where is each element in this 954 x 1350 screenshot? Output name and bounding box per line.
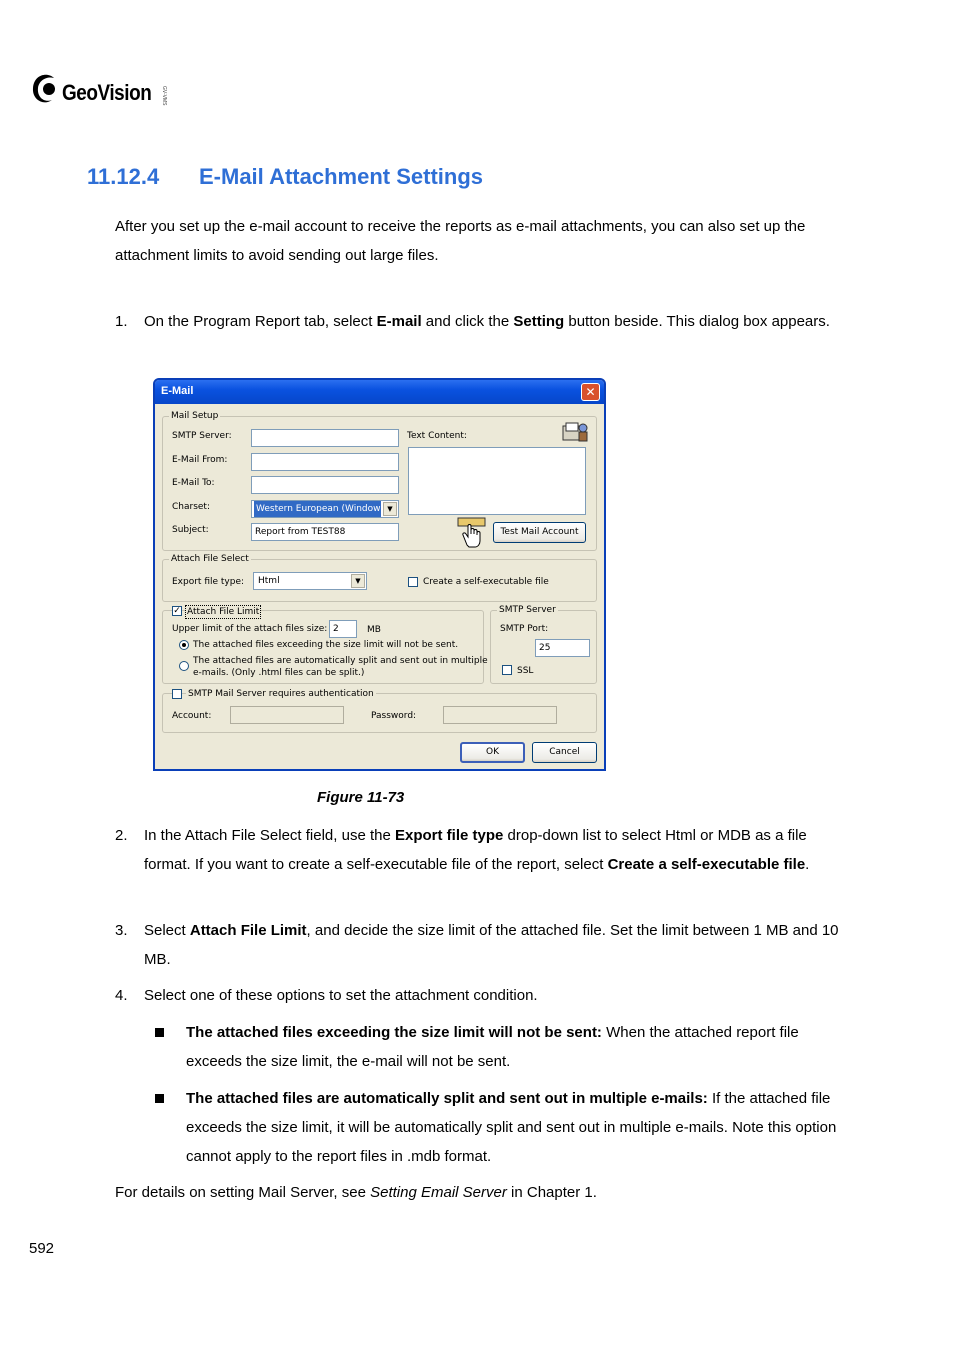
- step-number: 2.: [115, 827, 128, 844]
- auth-checkbox[interactable]: [172, 689, 182, 699]
- logo-wordmark: GeoVision: [62, 80, 152, 105]
- ssl-checkbox[interactable]: [502, 665, 512, 675]
- smtp-port-label: SMTP Port:: [500, 624, 549, 634]
- logo-subtext: GV-VMS: [161, 86, 167, 106]
- subject-label: Subject:: [172, 525, 209, 535]
- email-to-input[interactable]: [251, 476, 399, 494]
- page-number: 592: [29, 1240, 55, 1257]
- footer-note: For details on setting Mail Server, see Setting Email Server in Chapter 1.: [115, 1184, 597, 1201]
- ok-button[interactable]: OK: [460, 742, 525, 763]
- self-executable-checkbox[interactable]: [408, 577, 418, 587]
- step-text: Select one of these options to set the attachment condition.: [144, 987, 538, 1004]
- text-content-area[interactable]: [408, 447, 586, 515]
- email-from-input[interactable]: [251, 453, 399, 471]
- close-icon[interactable]: ✕: [581, 383, 600, 401]
- section-title: E-Mail Attachment Settings: [199, 164, 483, 189]
- split-send-radio[interactable]: [179, 661, 189, 671]
- step-text: On the Program Report tab, select E-mail and click the Setting button beside. This dialog box appears.: [144, 313, 830, 330]
- upper-limit-unit: MB: [367, 625, 381, 635]
- section-heading: [87, 164, 483, 190]
- charset-label: Charset:: [172, 502, 210, 512]
- cancel-button[interactable]: Cancel: [532, 742, 597, 763]
- step-4: [115, 981, 845, 1010]
- email-dialog: [153, 378, 606, 771]
- chevron-down-icon[interactable]: ▼: [351, 574, 365, 588]
- subject-input[interactable]: Report from TEST88: [251, 523, 399, 541]
- geovision-swirl-icon: [30, 72, 60, 106]
- smtp-server-label: SMTP Server:: [172, 431, 232, 441]
- smtp-server-input[interactable]: [251, 429, 399, 447]
- bullet-text: The attached files are automatically split and sent out in multiple e-mails: If the attached file exceeds the size limit, it will be automatically split and sent out in multiple e-mails. Note this option cannot apply to the report files in .mdb format.: [186, 1090, 837, 1165]
- password-input[interactable]: [443, 706, 557, 724]
- text-content-label: Text Content:: [407, 431, 467, 441]
- figure-caption: Figure 11-73: [317, 789, 405, 806]
- step-text: Select Attach File Limit, and decide the size limit of the attached file. Set the limit between 1 MB and 10 MB.: [144, 922, 839, 968]
- smtp-server-group-label: SMTP Server: [499, 605, 556, 615]
- charset-value: Western European (Window: [254, 501, 381, 517]
- ssl-label: SSL: [517, 666, 534, 676]
- bullet-square-icon: [155, 1028, 164, 1037]
- intro-paragraph: After you set up the e-mail account to receive the reports as e-mail attachments, you can also set up the attachment limits to avoid sending out large files.: [115, 218, 806, 264]
- bullet-item: [155, 1084, 845, 1171]
- step-2: [115, 821, 845, 879]
- step-number: 3.: [115, 922, 128, 939]
- email-to-label: E-Mail To:: [172, 478, 215, 488]
- account-input[interactable]: [230, 706, 344, 724]
- address-book-icon[interactable]: [560, 420, 590, 444]
- no-send-option-label: The attached files exceeding the size limit will not be sent.: [193, 640, 459, 650]
- attach-file-select-label: Attach File Select: [171, 554, 249, 564]
- upper-limit-label: Upper limit of the attach files size:: [172, 624, 328, 634]
- no-send-radio[interactable]: [179, 640, 189, 650]
- attach-file-limit-label: Attach File Limit: [187, 607, 260, 617]
- bullet-item: [155, 1018, 845, 1076]
- smtp-port-input[interactable]: 25: [535, 639, 590, 657]
- section-number: 11.12.4: [87, 164, 160, 189]
- step-text: In the Attach File Select field, use the Export file type drop-down list to select Html or MDB as a file format. If you want to create a self-executable file of the report, select Create a self-executable file.: [144, 827, 810, 873]
- export-file-type-select[interactable]: [253, 572, 367, 590]
- step-number: 1.: [115, 313, 128, 330]
- password-label: Password:: [371, 711, 417, 721]
- chevron-down-icon[interactable]: ▼: [383, 502, 397, 516]
- export-file-type-label: Export file type:: [172, 577, 245, 587]
- export-file-type-value: Html: [258, 576, 280, 586]
- account-label: Account:: [172, 711, 212, 721]
- self-executable-label: Create a self-executable file: [423, 577, 549, 587]
- split-send-option-line1: The attached files are automatically split and sent out in multiple: [193, 656, 488, 666]
- bullet-text: The attached files exceeding the size limit will not be sent: When the attached report file exceeds the size limit, the e-mail will not be sent.: [186, 1024, 799, 1070]
- dialog-title-bar[interactable]: [155, 380, 604, 404]
- step-1: [115, 307, 845, 336]
- mail-setup-label: Mail Setup: [171, 411, 219, 421]
- hand-pointer-icon: [457, 517, 489, 549]
- charset-select[interactable]: [251, 500, 399, 518]
- step-3: [115, 916, 845, 974]
- dialog-title: E-Mail: [161, 385, 194, 397]
- email-from-label: E-Mail From:: [172, 455, 228, 465]
- split-send-option-line2: e-mails. (Only .html files can be split.): [193, 668, 365, 678]
- upper-limit-input[interactable]: 2: [329, 620, 357, 638]
- bullet-square-icon: [155, 1094, 164, 1103]
- attach-file-limit-checkbox[interactable]: ✓: [173, 606, 181, 616]
- step-number: 4.: [115, 987, 128, 1004]
- test-mail-account-button[interactable]: Test Mail Account: [493, 522, 586, 543]
- auth-label: SMTP Mail Server requires authentication: [188, 689, 374, 699]
